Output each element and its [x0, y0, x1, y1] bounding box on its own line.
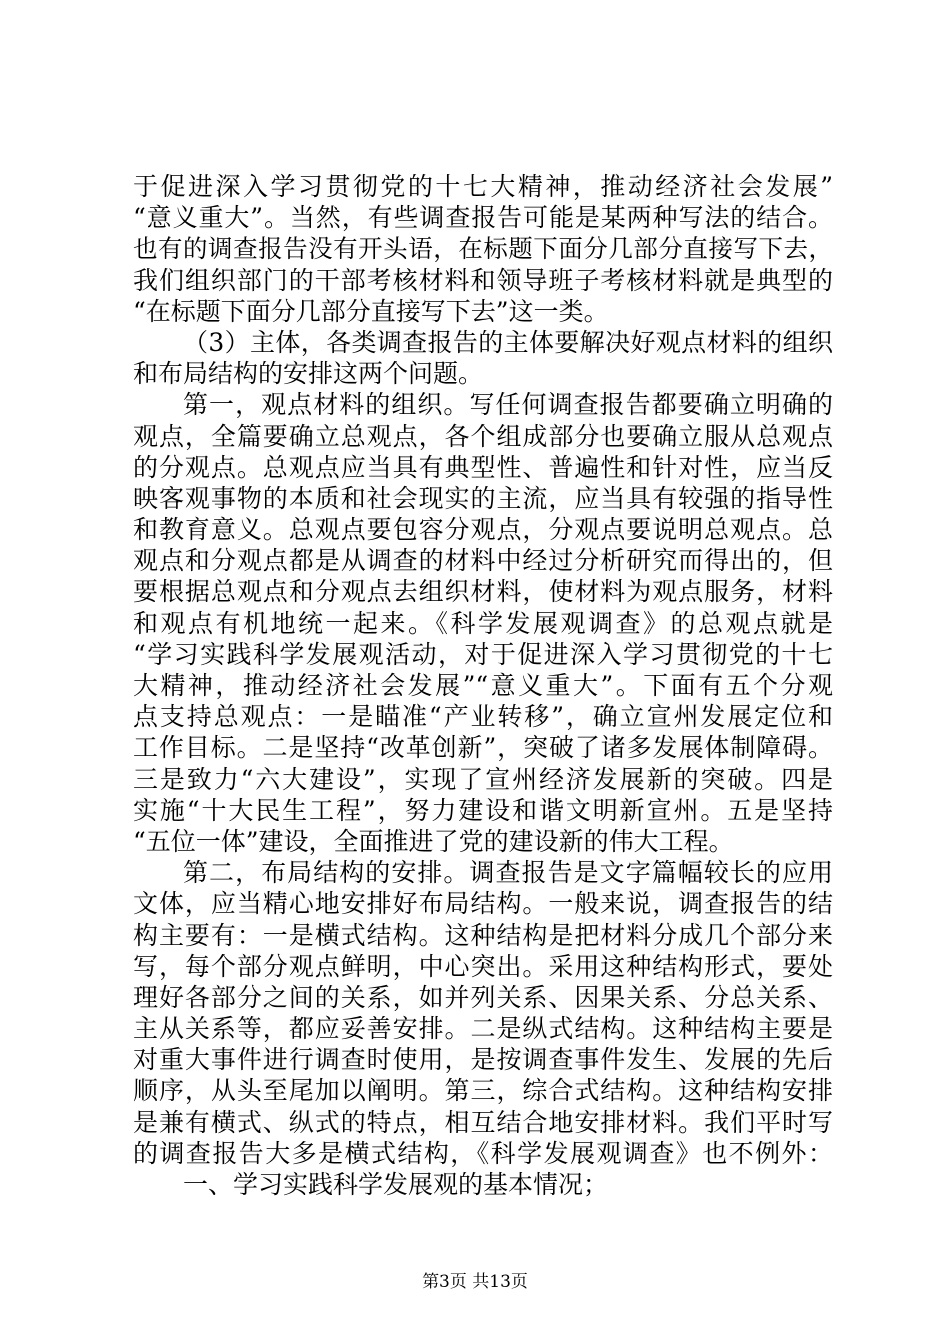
- text-line: （3）主体，各类调查报告的主体要解决好观点材料的组织: [183, 327, 833, 357]
- text-line: 映客观事物的本质和社会现实的主流，应当具有较强的指导性: [133, 483, 833, 513]
- text-line: 要根据总观点和分观点去组织材料，使材料为观点服务，材料: [133, 577, 833, 607]
- text-line: “五位一体”建设，全面推进了党的建设新的伟大工程。: [133, 826, 734, 856]
- text-line: 一、学习实践科学发展观的基本情况；: [183, 1170, 609, 1199]
- text-line: 文体，应当精心地安排好布局结构。一般来说，调查报告的结: [133, 889, 833, 919]
- text-line: 和教育意义。总观点要包容分观点，分观点要说明总观点。总: [133, 515, 833, 545]
- text-line: 我们组织部门的干部考核材料和领导班子考核材料就是典型的: [133, 265, 833, 295]
- text-line: 大精神，推动经济社会发展”“意义重大”。下面有五个分观: [133, 671, 833, 700]
- text-line: 的调查报告大多是横式结构，《科学发展观调查》也不例外：: [133, 1138, 833, 1168]
- text-line: 也有的调查报告没有开头语，在标题下面分几部分直接写下去，: [133, 234, 833, 264]
- text-line: “在标题下面分几部分直接写下去”这一类。: [133, 296, 609, 326]
- text-line: 主从关系等，都应妥善安排。二是纵式结构。这种结构主要是: [133, 1014, 833, 1044]
- text-line: 构主要有：一是横式结构。这种结构是把材料分成几个部分来: [133, 920, 833, 950]
- text-line: 第二，布局结构的安排。调查报告是文字篇幅较长的应用: [183, 858, 833, 888]
- text-line: 和布局结构的安排这两个问题。: [133, 359, 484, 389]
- text-line: “意义重大”。当然，有些调查报告可能是某两种写法的结合。: [133, 203, 833, 233]
- page-footer: 第3页 共13页: [422, 1272, 528, 1292]
- text-line: 第一，观点材料的组织。写任何调查报告都要确立明确的: [183, 390, 833, 420]
- text-line: 观点和分观点都是从调查的材料中经过分析研究而得出的，但: [133, 546, 833, 576]
- text-line: 和观点有机地统一起来。《科学发展观调查》的总观点就是: [133, 608, 833, 638]
- document-body: [133, 171, 833, 1200]
- text-line: “学习实践科学发展观活动，对于促进深入学习贯彻党的十七: [133, 639, 833, 669]
- text-line: 的分观点。总观点应当具有典型性、普遍性和针对性，应当反: [133, 452, 833, 482]
- text-line: 三是致力“六大建设”，实现了宣州经济发展新的突破。四是: [133, 764, 833, 794]
- text-line: 写，每个部分观点鲜明，中心突出。采用这种结构形式，要处: [133, 951, 833, 981]
- text-line: 对重大事件进行调查时使用，是按调查事件发生、发展的先后: [133, 1045, 833, 1075]
- text-line: 顺序，从头至尾加以阐明。第三，综合式结构。这种结构安排: [133, 1076, 833, 1106]
- text-line: 工作目标。二是坚持“改革创新”，突破了诸多发展体制障碍。: [133, 733, 833, 763]
- text-line: 实施“十大民生工程”，努力建设和谐文明新宣州。五是坚持: [133, 795, 833, 825]
- text-line: 点支持总观点：一是瞄准“产业转移”，确立宣州发展定位和: [133, 702, 833, 732]
- text-line: 理好各部分之间的关系，如并列关系、因果关系、分总关系、: [133, 982, 833, 1012]
- text-line: 观点，全篇要确立总观点，各个组成部分也要确立服从总观点: [133, 421, 833, 451]
- text-line: 于促进深入学习贯彻党的十七大精神，推动经济社会发展”: [133, 172, 833, 201]
- text-line: 是兼有横式、纵式的特点，相互结合地安排材料。我们平时写: [133, 1107, 833, 1137]
